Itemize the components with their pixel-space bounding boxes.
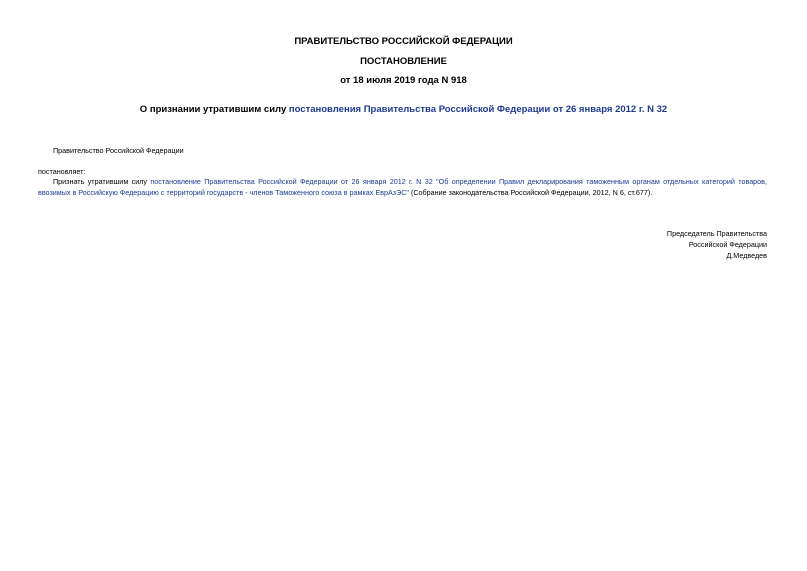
government-heading: ПРАВИТЕЛЬСТВО РОССИЙСКОЙ ФЕДЕРАЦИИ: [294, 36, 513, 47]
repealed-decree-link[interactable]: постановление Правительства Российской Федерации от 26 января 2012 г. N 32 "Об определении Правил декларирования таможенным органам отдельных категорий товаров, ввозимых в Российскую Федерацию с территорий государств - членов Таможенного союза в рамках ЕврАзЭС": [38, 177, 767, 197]
decree-paragraph-prefix: Признать утратившим силу: [53, 177, 151, 186]
decree-paragraph: [38, 176, 767, 198]
document-title-link[interactable]: постановления Правительства Российской Федерации от 26 января 2012 г. N 32: [288, 104, 668, 115]
document-type-heading: ПОСТАНОВЛЕНИЕ: [360, 56, 447, 67]
issuer-text: Правительство Российской Федерации: [53, 146, 184, 155]
document-title: [0, 104, 807, 115]
document-date-number: от 18 июля 2019 года N 918: [340, 75, 467, 86]
signature-organization: Российской Федерации: [688, 240, 767, 249]
decree-paragraph-suffix: (Собрание законодательства Российской Федерации, 2012, N 6, ст.677).: [408, 188, 653, 197]
signature-title: Председатель Правительства: [666, 229, 767, 238]
decrees-text: постановляет:: [38, 167, 86, 176]
document-title-prefix: О признании утратившим силу: [139, 104, 289, 115]
signature-name: Д.Медведев: [726, 251, 767, 260]
